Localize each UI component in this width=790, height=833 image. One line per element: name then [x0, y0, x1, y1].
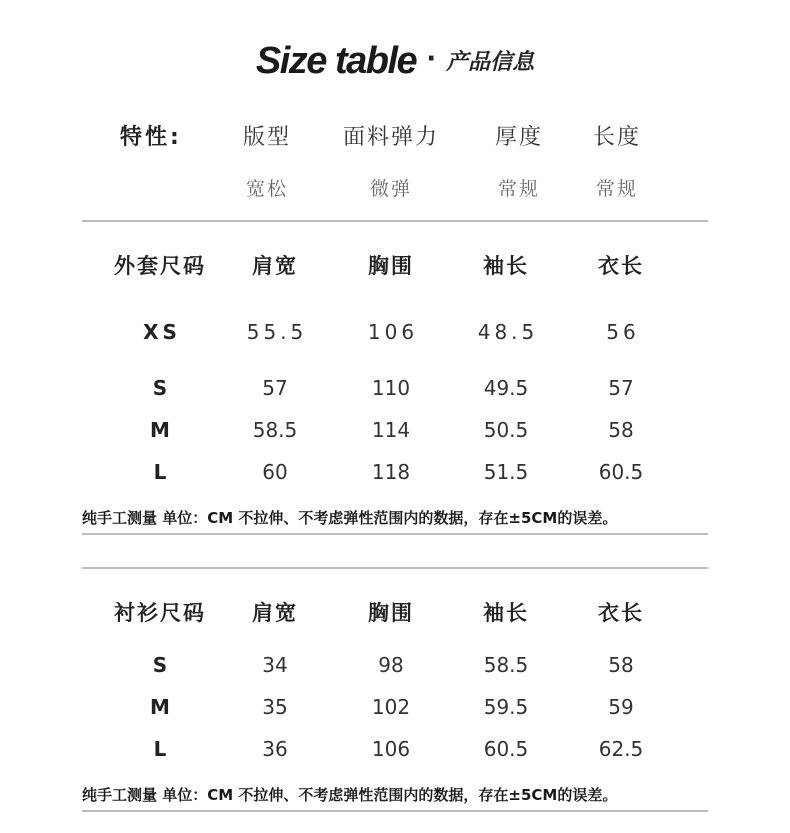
length-cell: 60.5: [598, 460, 644, 484]
sleeve-cell: 49.5: [483, 376, 529, 400]
table-header: 外套尺码: [114, 254, 206, 278]
table-header: 衬衫尺码: [114, 601, 206, 625]
table-header: 衣长: [598, 601, 644, 625]
chest-cell: 102: [371, 695, 411, 719]
length-cell: 59: [608, 695, 634, 719]
title-chinese: 产品信息: [446, 50, 535, 75]
shoulder-cell: 57: [262, 376, 288, 400]
size-cell: XS: [143, 320, 181, 344]
measurement-note: 纯手工测量 单位：CM 不拉伸、不考虑弹性范围内的数据，存在±5CM的误差。: [82, 509, 618, 527]
sleeve-cell: 48.5: [477, 320, 539, 344]
divider: [82, 810, 708, 812]
chest-cell: 106: [367, 320, 419, 344]
property-name: 面料弹力: [342, 125, 439, 150]
size-cell: M: [150, 695, 170, 719]
table-header: 胸围: [368, 254, 414, 278]
sleeve-cell: 59.5: [483, 695, 529, 719]
size-cell: L: [153, 737, 167, 761]
property-name: 厚度: [494, 125, 543, 150]
shoulder-cell: 35: [262, 695, 288, 719]
shoulder-cell: 55.5: [246, 320, 308, 344]
properties-label: 特性:: [120, 125, 182, 150]
property-value: 宽松: [245, 178, 288, 200]
chest-cell: 110: [371, 376, 411, 400]
sleeve-cell: 50.5: [483, 418, 529, 442]
property-name: 长度: [592, 125, 641, 150]
title-separator: ·: [426, 44, 437, 74]
size-cell: S: [152, 376, 168, 400]
length-cell: 62.5: [598, 737, 644, 761]
table-header: 胸围: [368, 601, 414, 625]
length-cell: 58: [608, 653, 634, 677]
size-cell: L: [153, 460, 167, 484]
shoulder-cell: 34: [262, 653, 288, 677]
table-header: 衣长: [598, 254, 644, 278]
size-cell: M: [150, 418, 170, 442]
property-value: 微弹: [369, 178, 412, 200]
size-cell: S: [152, 653, 168, 677]
length-cell: 57: [608, 376, 634, 400]
length-cell: 58: [608, 418, 634, 442]
chest-cell: 118: [371, 460, 411, 484]
chest-cell: 114: [371, 418, 411, 442]
sleeve-cell: 51.5: [483, 460, 529, 484]
shoulder-cell: 58.5: [252, 418, 298, 442]
table-header: 袖长: [483, 601, 529, 625]
shoulder-cell: 60: [262, 460, 288, 484]
sleeve-cell: 60.5: [483, 737, 529, 761]
property-name: 版型: [242, 125, 291, 150]
title-english: Size table: [255, 40, 417, 82]
shoulder-cell: 36: [262, 737, 288, 761]
chest-cell: 106: [371, 737, 411, 761]
property-value: 常规: [497, 178, 540, 200]
length-cell: 56: [606, 320, 640, 344]
table-header: 肩宽: [252, 601, 298, 625]
chest-cell: 98: [378, 653, 404, 677]
table-header: 肩宽: [252, 254, 298, 278]
measurement-note: 纯手工测量 单位：CM 不拉伸、不考虑弹性范围内的数据，存在±5CM的误差。: [82, 786, 618, 804]
sleeve-cell: 58.5: [483, 653, 529, 677]
table-header: 袖长: [483, 254, 529, 278]
property-value: 常规: [595, 178, 638, 200]
